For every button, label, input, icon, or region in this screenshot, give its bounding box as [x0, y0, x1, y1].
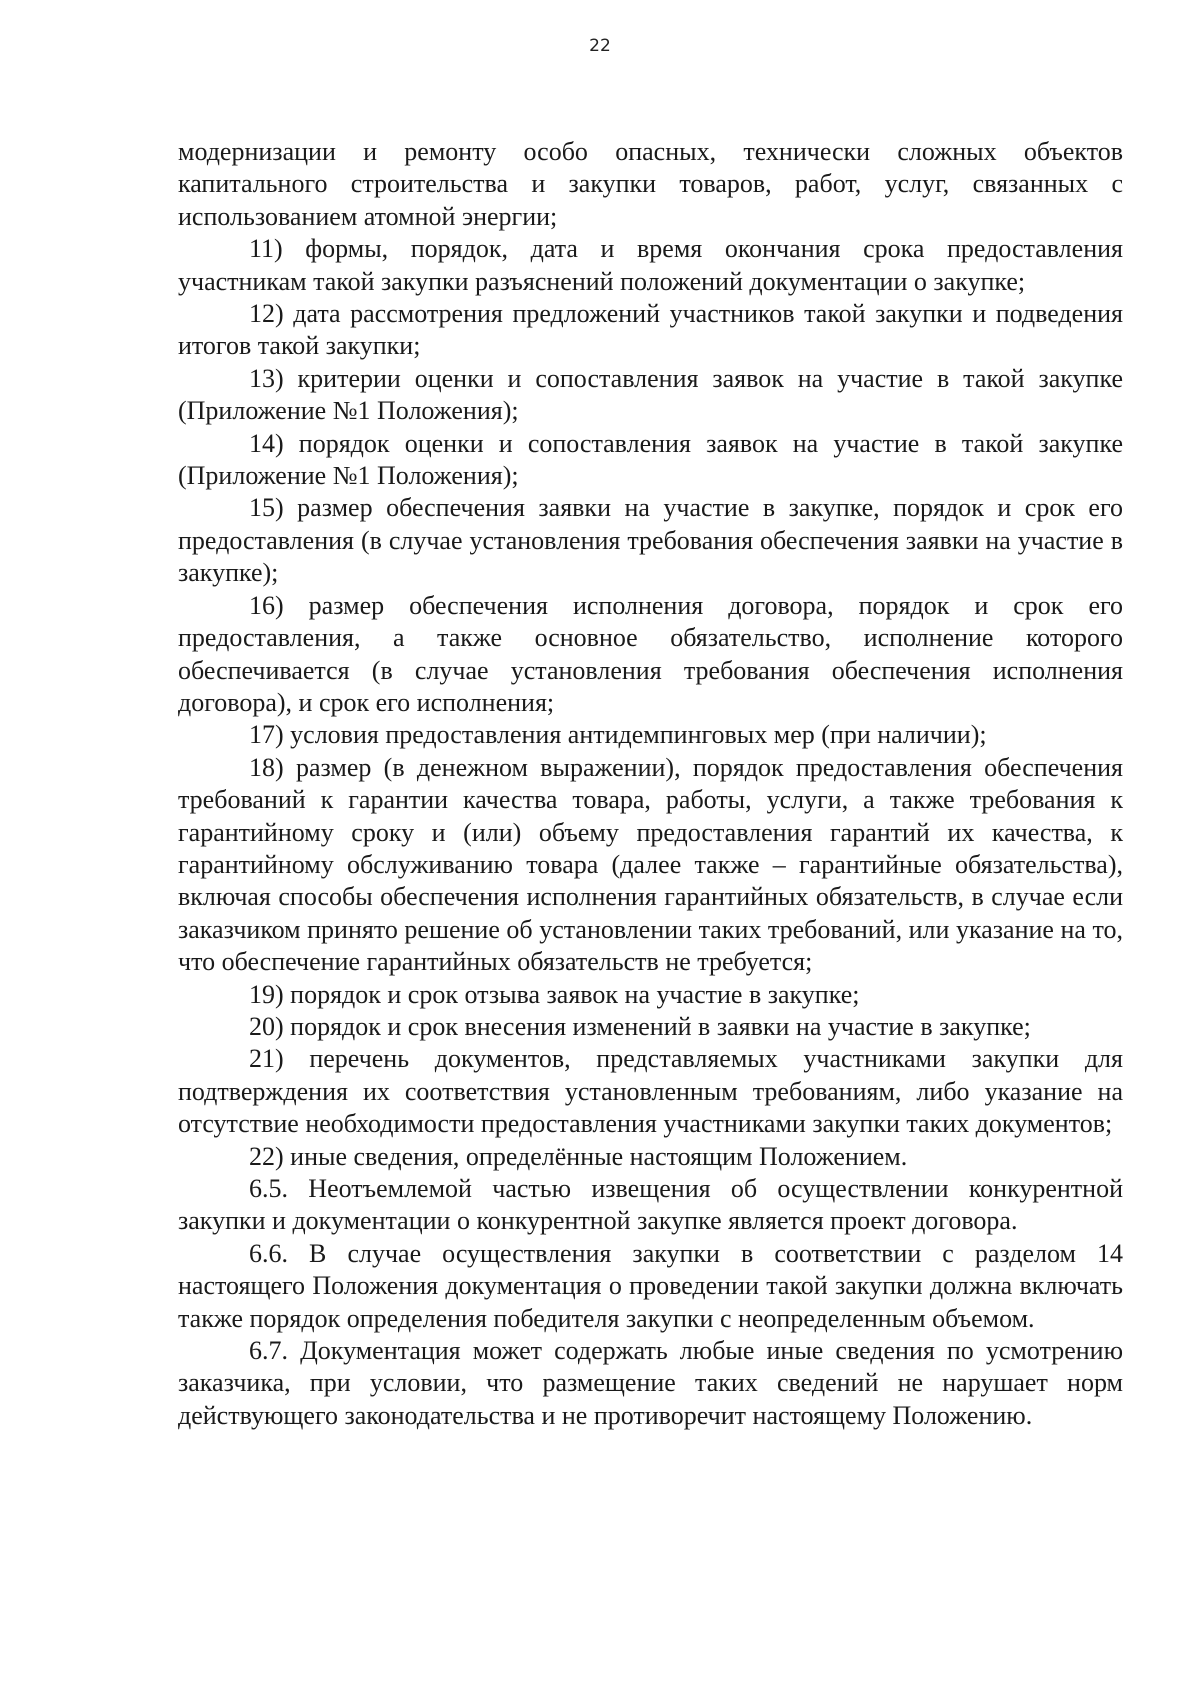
list-item-18: 18) размер (в денежном выражении), порядок предоставления обеспечения требований к гарантии качества товара, работы, услуги, а также требования к гарантийному сроку и (или) объему предоставления гарантий их качества, к гарантийному обслуживанию товара (далее также – гарантийные обязательства), включая способы обеспечения исполнения гарантийных обязательств, в случае если заказчиком принято решение об установлении таких требований, или указание на то, что обеспечение гарантийных обязательств не требуется;	[178, 752, 1123, 977]
list-item-12: 12) дата рассмотрения предложений участников такой закупки и подведения итогов такой закупки;	[178, 299, 1123, 361]
clause-6-7: 6.7. Документация может содержать любые иные сведения по усмотрению заказчика, при условии, что размещение таких сведений не нарушает норм действующего законодательства и не противоречит настоящему Положению.	[178, 1336, 1123, 1430]
page-number: 22	[589, 36, 611, 56]
list-item-11: 11) формы, порядок, дата и время окончания срока предоставления участникам такой закупки разъяснений положений документации о закупке;	[178, 234, 1123, 296]
list-item-19: 19) порядок и срок отзыва заявок на участие в закупке;	[249, 979, 860, 1009]
document-body	[178, 136, 1123, 1432]
list-item-14: 14) порядок оценки и сопоставления заявок на участие в такой закупке (Приложение №1 Положения);	[178, 428, 1123, 491]
list-item-20: 20) порядок и срок внесения изменений в заявки на участие в закупке;	[249, 1011, 1031, 1041]
list-item-16: 16) размер обеспечения исполнения договора, порядок и срок его предоставления, а также основное обязательство, исполнение которого обеспечивается (в случае установления требования обеспечения исполнения договора), и срок его исполнения;	[178, 590, 1123, 717]
paragraph-continuation: модернизации и ремонту особо опасных, технически сложных объектов капитального строительства и закупки товаров, работ, услуг, связанных с использованием атомной энергии;	[178, 137, 1123, 231]
list-item-21: 21) перечень документов, представляемых участниками закупки для подтверждения их соответствия установленным требованиям, либо указание на отсутствие необходимости предоставления участниками закупки таких документов;	[178, 1044, 1123, 1139]
list-item-13: 13) критерии оценки и сопоставления заявок на участие в такой закупке (Приложение №1 Положения);	[178, 363, 1123, 426]
clause-6-5: 6.5. Неотъемлемой частью извещения об осуществлении конкурентной закупки и документации о конкурентной закупке является проект договора.	[178, 1174, 1123, 1236]
list-item-22: 22) иные сведения, определённые настоящим Положением.	[249, 1141, 908, 1171]
list-item-17: 17) условия предоставления антидемпинговых мер (при наличии);	[249, 720, 987, 750]
clause-6-6: 6.6. В случае осуществления закупки в соответствии с разделом 14 настоящего Положения документация о проведении такой закупки должна включать также порядок определения победителя закупки с неопределенным объемом.	[178, 1238, 1123, 1333]
list-item-15: 15) размер обеспечения заявки на участие в закупке, порядок и срок его предоставления (в случае установления требования обеспечения заявки на участие в закупке);	[178, 493, 1123, 588]
